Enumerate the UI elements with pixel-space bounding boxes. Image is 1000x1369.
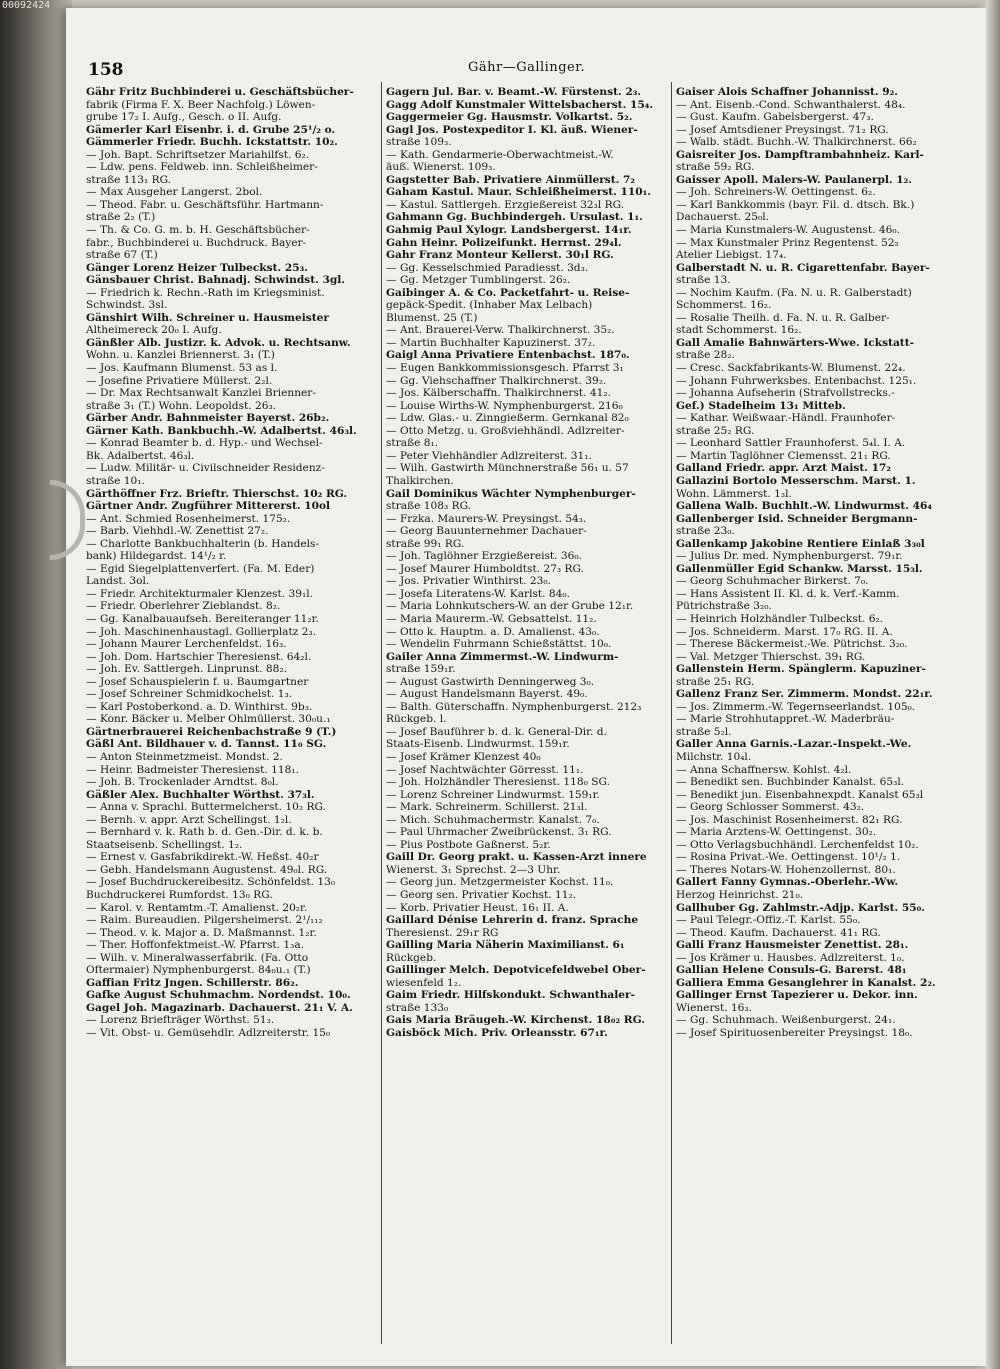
directory-entry-line: — Bernhard v. k. Rath b. d. Gen.-Dir. d. k. b. — [86, 826, 323, 839]
directory-entry-line: — Konr. Bäcker u. Melber Ohlmüllerst. 30₀u.₁ — [86, 713, 331, 726]
directory-entry-line: Galler Anna Garnis.-Lazar.-Inspekt.-We. — [676, 738, 912, 751]
directory-entry-line: Bk. Adalbertst. 46₃l. — [86, 449, 195, 462]
directory-entry-line: Gaibinger A. & Co. Packetfahrt- u. Reise- — [386, 286, 630, 299]
column-left — [86, 86, 376, 1348]
directory-entry-line: Gäßler Alex. Buchhalter Wörthst. 37₃l. — [86, 788, 315, 801]
directory-entry-line: straße 28₂. — [676, 349, 735, 362]
directory-entry-line: — Joh. Dom. Hartschier Theresienst. 64₂l. — [86, 650, 312, 663]
directory-entry-line: — Georg Schlosser Sommerst. 43₂. — [676, 801, 865, 814]
directory-entry-line: — August Gastwirth Denningerweg 3₀. — [386, 675, 595, 688]
directory-entry-line: — Maria Maurerm.-W. Gebsattelst. 11₂. — [386, 612, 597, 625]
directory-entry-line: — Joh. Holzhändler Theresienst. 118₀ SG. — [386, 776, 610, 789]
directory-entry-line: stadt Schommerst. 16₂. — [676, 324, 802, 337]
directory-entry-line: Galli Franz Hausmeister Zenettist. 28₁. — [676, 939, 909, 952]
directory-entry-line: Gärtnerbrauerei Reichenbachstraße 9 (T.) — [86, 725, 337, 738]
directory-entry-line: — Johanna Aufseherin (Strafvollstrecks.- — [676, 387, 895, 400]
directory-entry-line: — Georg sen. Privatier Kochst. 11₂. — [386, 889, 577, 901]
directory-entry-line: äuß. Wienerst. 109₃. — [386, 161, 496, 174]
directory-entry-line: — Charlotte Bankbuchhalterin (b. Handels- — [86, 537, 320, 550]
directory-entry-line: straße 67 (T.) — [86, 249, 158, 262]
directory-entry-line: Gailer Anna Zimmermst.-W. Lindwurm- — [386, 650, 619, 663]
directory-entry-line: Gais Maria Bräugeh.-W. Kirchenst. 18₀₂ RG. — [386, 1014, 645, 1027]
column-rule — [381, 82, 382, 1344]
directory-entry-line: — Marie Strohhutappret.-W. Maderbräu- — [676, 713, 895, 726]
directory-entry-line: — Jos. Maschinist Rosenheimerst. 82₁ RG. — [676, 813, 903, 826]
directory-entry-line: — Maria Arztens-W. Oettingenst. 30₂. — [676, 826, 877, 839]
directory-entry-line: — Karl Postoberkond. a. D. Winthirst. 9b₃. — [86, 700, 313, 713]
directory-entry-line: — Mark. Schreinerm. Schillerst. 21₃l. — [386, 801, 588, 814]
directory-entry-line: Gänshirt Wilh. Schreiner u. Hausmeister — [86, 311, 329, 324]
directory-entry-line: Gallenkamp Jakobine Rentiere Einlaß 3₃₀l — [676, 537, 925, 550]
directory-entry-line: straße 133₀ — [386, 1001, 449, 1014]
directory-entry-line: — Barb. Viehhdl.-W. Zenettist 27₂. — [86, 525, 269, 538]
directory-entry-line: — Therese Bäckermeist.-We. Pütrichst. 3₂₀. — [676, 638, 908, 651]
directory-entry-line: — Maria Kunstmalers-W. Augustenst. 46₀. — [676, 224, 900, 237]
directory-entry-line: Gallazini Bortolo Messerschm. Marst. 1. — [676, 474, 916, 487]
directory-entry-line: Rückgeb. — [386, 951, 437, 964]
directory-entry-line: — Kath. Gendarmerie-Oberwachtmeist.-W. — [386, 148, 614, 161]
directory-entry-line: — Anna Schaffnersw. Kohlst. 4₂l. — [676, 763, 852, 776]
directory-entry-line: Gailling Maria Näherin Maximilianst. 6₁ — [386, 939, 625, 952]
directory-entry-line: — Bernh. v. appr. Arzt Schellingst. 1₂l. — [86, 813, 292, 826]
directory-entry-line: straße 159₁r. — [386, 663, 456, 676]
directory-entry-line: Gaill Dr. Georg prakt. u. Kassen-Arzt innere — [386, 851, 647, 864]
directory-entry-line: Gallian Helene Consuls-G. Barerst. 48₁ — [676, 964, 907, 977]
directory-entry-line: Gäßl Ant. Bildhauer v. d. Tannst. 11₀ SG. — [86, 738, 327, 751]
directory-entry-line: — Lorenz Briefträger Wörthst. 51₃. — [86, 1014, 275, 1027]
directory-entry-line: — Gg. Kesselschmied Paradiesst. 3d₃. — [386, 261, 589, 274]
directory-entry-line: — Leonhard Sattler Fraunhoferst. 5₄l. I. A. — [676, 437, 906, 450]
directory-entry-line: — Eugen Bankkommissionsgesch. Pfarrst 3₁ — [386, 362, 624, 375]
book-binding — [0, 0, 72, 1369]
directory-entry-line: — Paul Uhrmacher Zweibrückenst. 3₁ RG. — [386, 826, 612, 839]
directory-entry-line: — Friedr. Architekturmaler Klenzest. 39₁l. — [86, 587, 314, 600]
directory-entry-line: grube 17₂ I. Aufg., Gesch. o II. Aufg. — [86, 111, 282, 124]
directory-entry-line: — Karol. v. Rentamtm.-T. Amalienst. 20₂r. — [86, 901, 308, 914]
directory-entry-line: Gagstetter Bab. Privatiere Ainmüllerst. 7₂ — [386, 173, 636, 186]
directory-entry-line: Gaim Friedr. Hilfskondukt. Schwanthaler- — [386, 989, 636, 1002]
directory-entry-line: straße 3₁ (T.) Wohn. Leopoldst. 26₃. — [86, 399, 277, 412]
directory-entry-line: Wienerst. 3₁ Sprechst. 2—3 Uhr. — [386, 863, 561, 876]
directory-entry-line: — Joh. Taglöhner Erzgießereist. 36₀. — [386, 550, 583, 563]
column-rule — [671, 82, 672, 1344]
directory-entry-line: Wohn. Lämmerst. 1₃l. — [676, 487, 792, 500]
directory-entry-line: Gallinger Ernst Tapezierer u. Dekor. inn. — [676, 989, 918, 1002]
directory-entry-line: — Otto k. Hauptm. a. D. Amalienst. 43₀. — [386, 625, 600, 638]
directory-entry-line: — Joh. Maschinenhaustagl. Gollierplatz 2₃. — [86, 625, 317, 638]
directory-entry-line: Gänsbauer Christ. Bahnadj. Schwindst. 3gl. — [86, 274, 346, 287]
directory-entry-line: Gaillard Dénise Lehrerin d. franz. Sprache — [386, 914, 639, 927]
directory-entry-line: — Wendelin Fuhrmann Schießstättst. 10₀. — [386, 638, 612, 651]
directory-entry-line: Gähr Fritz Buchbinderei u. Geschäftsbücher- — [86, 86, 354, 98]
directory-entry-line: Gallena Walb. Buchhlt.-W. Lindwurmst. 46₄ — [676, 500, 932, 513]
directory-entry-line: — Ernest v. Gasfabrikdirekt.-W. Heßst. 40₂r — [86, 851, 319, 864]
directory-entry-line: Buchdruckerei Rumfordst. 13₀ RG. — [86, 889, 273, 901]
directory-entry-line: Gagg Adolf Kunstmaler Wittelsbacherst. 15₄. — [386, 98, 654, 111]
directory-entry-line: Staatseisenb. Schellingst. 1₂. — [86, 838, 243, 851]
directory-entry-line: — Heinr. Badmeister Theresienst. 118₁. — [86, 763, 299, 776]
directory-entry-line: Gallhuber Gg. Zahlmstr.-Adjp. Karlst. 55₀. — [676, 901, 925, 914]
directory-entry-line: — Anna v. Sprachl. Buttermelcherst. 10₂ RG. — [86, 801, 326, 814]
directory-entry-line: Herzog Heinrichst. 21₀. — [676, 889, 804, 901]
directory-entry-line: — Josef Bauführer b. d. k. General-Dir. d. — [386, 725, 607, 738]
directory-entry-line: — Maria Lohnkutschers-W. an der Grube 12₁r. — [386, 600, 634, 613]
directory-entry-line: — Theod. v. k. Major a. D. Maßmannst. 1₂r. — [86, 926, 317, 939]
directory-entry-line: — Josef Buchdruckereibesitz. Schönfeldst. 13₀ — [86, 876, 336, 889]
directory-entry-line: — Louise Wirths-W. Nymphenburgerst. 216₀ — [386, 399, 623, 412]
directory-entry-line: straße 5₂l. — [676, 725, 732, 738]
directory-entry-line: Galliera Emma Gesanglehrer in Kanalst. 2₂. — [676, 976, 936, 989]
directory-entry-line: — Peter Viehhändler Adlzreiterst. 31₁. — [386, 449, 592, 462]
directory-entry-line: Wohn. u. Kanzlei Briennerst. 3₁ (T.) — [86, 349, 275, 362]
directory-entry-line: — Nochim Kaufm. (Fa. N. u. R. Galberstadt) — [676, 286, 912, 299]
directory-entry-line: Gärber Andr. Bahnmeister Bayerst. 26b₂. — [86, 412, 330, 425]
directory-entry-line: — Jos. Zimmerm.-W. Tegernseerlandst. 105₀. — [676, 700, 916, 713]
directory-entry-line: — Ther. Hoffonfektmeist.-W. Pfarrst. 1₃a. — [86, 939, 305, 952]
directory-entry-line: — Ant. Schmied Rosenheimerst. 175₂. — [86, 512, 291, 525]
directory-entry-line: Blumenst. 25 (T.) — [386, 311, 478, 324]
directory-entry-line: Landst. 3ol. — [86, 575, 150, 588]
directory-entry-line: — Theod. Fabr. u. Geschäftsführ. Hartmann- — [86, 198, 324, 211]
directory-entry-line: — Georg Schuhmacher Birkerst. 7₀. — [676, 575, 869, 588]
directory-entry-line: — Kathar. Weißwaar.-Händl. Fraunhofer- — [676, 412, 896, 425]
directory-entry-line: straße 59₂ RG. — [676, 161, 755, 174]
directory-entry-line: fabrik (Firma F. X. Beer Nachfolg.) Löwen- — [86, 98, 316, 111]
directory-entry-line: Gaiser Alois Schaffner Johannisst. 9₂. — [676, 86, 898, 98]
directory-entry-line: — Vit. Obst- u. Gemüsehdlr. Adlzreiterstr. 15₀ — [86, 1027, 331, 1040]
directory-entry-line: Schommerst. 16₂. — [676, 299, 772, 312]
directory-entry-line: — Paul Telegr.-Offiz.-T. Karlst. 55₀. — [676, 914, 861, 927]
directory-entry-line: gepäck-Spedit. (Inhaber Max Lelbach) — [386, 299, 593, 312]
directory-entry-line: — Ant. Brauerei-Verw. Thalkirchnerst. 35₂. — [386, 324, 615, 337]
column-right — [676, 86, 964, 1348]
directory-entry-line: — Georg jun. Metzgermeister Kochst. 11₀. — [386, 876, 614, 889]
directory-entry-line: Gagel Joh. Magazinarb. Dachauerst. 21₁ V. A. — [86, 1001, 353, 1014]
directory-entry-line: — Max Ausgeher Langerst. 2bol. — [86, 186, 263, 199]
scan-id: 00092424 — [2, 0, 51, 11]
directory-entry-line: straße 10₁. — [86, 474, 145, 487]
directory-entry-line: — Josef Schauspielerin f. u. Baumgartner — [86, 675, 309, 688]
directory-entry-line: Gafke August Schuhmachm. Nordendst. 10₀. — [86, 989, 351, 1002]
directory-entry-line: — Friedr. Oberlehrer Zieblandst. 8₂. — [86, 600, 281, 613]
directory-entry-line: — Otto Verlagsbuchhändl. Lerchenfeldst 10₂. — [676, 838, 919, 851]
directory-entry-line: — Jos. Privatier Winthirst. 23₀. — [386, 575, 551, 588]
directory-entry-line: Gall Amalie Bahnwärters-Wwe. Ickstatt- — [676, 336, 914, 349]
directory-entry-line: — Frzka. Maurers-W. Preysingst. 54₃. — [386, 512, 587, 525]
page-number: 158 — [88, 60, 124, 80]
directory-entry-line: straße 108₃ RG. — [386, 500, 472, 513]
directory-entry-line: Gaisser Apoll. Malers-W. Paulanerpl. 1₂. — [676, 173, 912, 186]
directory-entry-line: Gaham Kastul. Maur. Schleißheimerst. 110₁. — [386, 186, 651, 199]
directory-entry-line: Gef.) Stadelheim 13₁ Mitteb. — [676, 399, 846, 412]
directory-entry-line: Staats-Eisenb. Lindwurmst. 159₁r. — [386, 738, 570, 751]
directory-entry-line: — Jos. Schneiderm. Marst. 17₀ RG. II. A. — [676, 625, 893, 638]
directory-entry-line: — Lorenz Schreiner Lindwurmst. 159₁r. — [386, 788, 600, 801]
directory-entry-line: — Gust. Kaufm. Gabelsbergerst. 47₃. — [676, 111, 874, 124]
running-head: Gähr—Gallinger. — [468, 60, 586, 75]
directory-entry-line: — Rosalie Theilh. d. Fa. N. u. R. Galber- — [676, 311, 890, 324]
directory-entry-line: Gagl Jos. Postexpeditor I. Kl. äuß. Wiener- — [386, 123, 638, 136]
directory-entry-line: straße 2₂ (T.) — [86, 211, 156, 224]
directory-entry-line: — Gg. Viehschaffner Thalkirchnerst. 39₂. — [386, 374, 607, 387]
directory-entry-line: straße 13. — [676, 274, 731, 287]
directory-entry-line: Galland Friedr. appr. Arzt Maist. 17₂ — [676, 462, 891, 475]
directory-entry-line: — Benedikt jun. Eisenbahnexpdt. Kanalst 65₃l — [676, 788, 924, 801]
directory-entry-line: — Joh. Schreiners-W. Oettingenst. 6₂. — [676, 186, 876, 199]
directory-entry-line: — Heinrich Holzhändler Tulbeckst. 6₂. — [676, 612, 884, 625]
directory-entry-line: — Th. & Co. G. m. b. H. Geschäftsbücher- — [86, 224, 310, 237]
directory-entry-line: — Ludw. Militär- u. Civilschneider Residenz- — [86, 462, 325, 475]
directory-entry-line: Gämmerler Friedr. Buchh. Ickstattstr. 10₂. — [86, 136, 338, 149]
directory-entry-line: Gahr Franz Monteur Kellerst. 30₁l RG. — [386, 249, 614, 262]
directory-entry-line: — Dr. Max Rechtsanwalt Kanzlei Brienner- — [86, 387, 316, 400]
directory-entry-line: — Jos. Kaufmann Blumenst. 53 as l. — [86, 362, 278, 375]
directory-entry-line: Gahmann Gg. Buchbindergeh. Ursulast. 1₁. — [386, 211, 643, 224]
directory-entry-line: Gänßler Alb. Justizr. k. Advok. u. Rechtsanw. — [86, 336, 351, 349]
directory-entry-line: Gärtner Andr. Zugführer Mittererst. 10ol — [86, 500, 331, 513]
directory-entry-line: — Josefine Privatiere Müllerst. 2₂l. — [86, 374, 273, 387]
directory-entry-line: Oftermaier) Nymphenburgerst. 84₀u.₁ (T.) — [86, 964, 311, 977]
directory-entry-line: — Josef Schreiner Schmidkochelst. 1₃. — [86, 688, 293, 701]
directory-entry-line: Gänger Lorenz Heizer Tulbeckst. 25₃. — [86, 261, 308, 274]
directory-entry-line: — Ant. Eisenb.-Cond. Schwanthalerst. 48₄. — [676, 98, 906, 111]
directory-entry-line: — Josef Spirituosenbereiter Preysingst. 18₀. — [676, 1027, 913, 1040]
directory-entry-line: Galberstadt N. u. R. Cigarettenfabr. Bayer- — [676, 261, 930, 274]
directory-entry-line: Thalkirchen. — [386, 474, 454, 487]
directory-entry-line: — Walb. städt. Buchh.-W. Thalkirchnerst. 66₂ — [676, 136, 917, 149]
directory-entry-line: Gallenberger Isid. Schneider Bergmann- — [676, 512, 918, 525]
directory-entry-line: — Benedikt sen. Buchbinder Kanalst. 65₃l. — [676, 776, 905, 789]
directory-entry-line: Gallert Fanny Gymnas.-Oberlehr.-Ww. — [676, 876, 899, 889]
directory-entry-line: Gallenz Franz Ser. Zimmerm. Mondst. 22₁r. — [676, 688, 933, 701]
directory-entry-line: — Otto Metzg. u. Großviehhändl. Adlzreiter- — [386, 424, 625, 437]
directory-entry-line: — Karl Bankkommis (bayr. Fil. d. dtsch. Bk.) — [676, 198, 915, 211]
directory-entry-line: Gallenstein Herm. Spänglerm. Kapuziner- — [676, 663, 926, 676]
directory-entry-line: Gärner Kath. Bankbuchh.-W. Adalbertst. 46₃l. — [86, 424, 357, 437]
directory-entry-line: — Josef Maurer Humboldtst. 27₃ RG. — [386, 562, 584, 575]
directory-entry-line: — Johann Maurer Lerchenfeldst. 16₃. — [86, 638, 287, 651]
directory-entry-line: Schwindst. 3sl. — [86, 299, 168, 312]
directory-entry-line: — Johann Fuhrwerksbes. Entenbachst. 125₁. — [676, 374, 917, 387]
directory-entry-line: bank) Hildegardst. 14¹/₂ r. — [86, 550, 227, 563]
directory-entry-line: — Ldw. Glas.- u. Zinngießerm. Gernkanal 82₀ — [386, 412, 629, 425]
directory-entry-line: — Wilh. Gastwirth Münchnerstraße 56₁ u. 57 — [386, 462, 629, 475]
directory-entry-line: Pütrichstraße 3₂₀. — [676, 600, 772, 613]
directory-entry-line: — Ldw. pens. Feldweb. inn. Schleißheimer- — [86, 161, 318, 174]
directory-entry-line: Gagern Jul. Bar. v. Beamt.-W. Fürstenst. 2₃. — [386, 86, 642, 98]
directory-entry-line: Gaggermeier Gg. Hausmstr. Volkartst. 5₂. — [386, 111, 633, 124]
directory-entry-line: — Val. Metzger Thierschst. 39₁ RG. — [676, 650, 866, 663]
directory-entry-line: — Theres Notars-W. Hohenzollernst. 80₁. — [676, 863, 896, 876]
directory-entry-line: — Rosina Privat.-We. Oettingenst. 10¹/₂ 1. — [676, 851, 901, 864]
directory-entry-line: — Gg. Kanalbauaufseh. Bereiteranger 11₂r. — [86, 612, 319, 625]
directory-entry-line: — Georg Bauunternehmer Dachauer- — [386, 525, 587, 538]
directory-entry-line: — Cresc. Sackfabrikants-W. Blumenst. 22₄. — [676, 362, 906, 375]
directory-entry-line: — Hans Assistent II. Kl. d. k. Verf.-Kamm. — [676, 587, 900, 600]
directory-entry-line: wiesenfeld 1₂. — [386, 976, 462, 989]
directory-entry-line: — Kastul. Sattlergeh. Erzgießereist 32₃l RG. — [386, 198, 625, 211]
directory-entry-line: Dachauerst. 25₀l. — [676, 211, 769, 224]
directory-entry-line: Rückgeb. l. — [386, 713, 447, 726]
directory-entry-line: fabr., Buchbinderei u. Buchdruck. Bayer- — [86, 236, 307, 249]
directory-entry-line: — Josef Krämer Klenzest 40₀ — [386, 750, 541, 763]
directory-entry-line: — Joh. Bapt. Schriftsetzer Mariahilfst. 6₂. — [86, 148, 310, 161]
directory-entry-line: — Theod. Kaufm. Dachauerst. 41₁ RG. — [676, 926, 881, 939]
directory-entry-line: straße 25₁ RG. — [676, 675, 755, 688]
directory-entry-line: Gail Dominikus Wächter Nymphenburger- — [386, 487, 636, 500]
directory-entry-line: Gämerler Karl Eisenbr. i. d. Grube 25¹/₂ o. — [86, 123, 336, 136]
directory-entry-line: straße 8₁. — [386, 437, 439, 450]
directory-entry-line: Gaigl Anna Privatiere Entenbachst. 187₀. — [386, 349, 630, 362]
directory-entry-line: Altheimereck 20₀ I. Aufg. — [86, 324, 222, 337]
directory-entry-line: Gaffian Fritz Jngen. Schillerstr. 86₂. — [86, 976, 299, 989]
directory-entry-line: — Josef Amtsdiener Preysingst. 71₂ RG. — [676, 123, 889, 136]
directory-entry-line: Gaisreiter Jos. Dampftrambahnheiz. Karl- — [676, 148, 924, 161]
page-edge — [986, 0, 1000, 1369]
directory-entry-line: — Mich. Schuhmachermstr. Kanalst. 7₀. — [386, 813, 600, 826]
directory-entry-line: — Gebh. Handelsmann Augustenst. 49₀l. RG. — [86, 863, 328, 876]
directory-entry-line: — Anton Steinmetzmeist. Mondst. 2. — [86, 750, 283, 763]
directory-entry-line: — Gg. Schuhmach. Weißenburgerst. 24₁. — [676, 1014, 896, 1027]
directory-entry-line: Gallenmüller Egid Schankw. Marsst. 15₃l. — [676, 562, 923, 575]
directory-entry-line: straße 109₃. — [386, 136, 452, 149]
directory-entry-line: straße 99₁ RG. — [386, 537, 465, 550]
directory-entry-line: Wienerst. 16₃. — [676, 1001, 753, 1014]
directory-entry-line: — August Handelsmann Bayerst. 49₀. — [386, 688, 588, 701]
directory-entry-line: — Raim. Bureaudien. Pilgersheimerst. 2¹/₁₁₂ — [86, 914, 323, 927]
directory-entry-line: — Max Kunstmaler Prinz Regentenst. 52₂ — [676, 236, 899, 249]
directory-entry-line: Gaisböck Mich. Priv. Orleansstr. 67₁r. — [386, 1027, 608, 1040]
directory-entry-line: — Gg. Metzger Tumblingerst. 26₂. — [386, 274, 571, 287]
directory-entry-line: Gaillinger Melch. Depotvicefeldwebel Ober- — [386, 964, 646, 977]
directory-entry-line: Gahmig Paul Xylogr. Landsbergerst. 14₁r. — [386, 224, 632, 237]
directory-entry-line: Milchstr. 10₄l. — [676, 750, 752, 763]
directory-entry-line: — Joh. B. Trockenlader Arndtst. 8₀l. — [86, 776, 279, 789]
directory-entry-line: — Josefa Literatens-W. Karlst. 84₀. — [386, 587, 570, 600]
directory-entry-line: Theresienst. 29₁r RG — [386, 926, 499, 939]
directory-entry-line: Atelier Liebigst. 17₄. — [676, 249, 787, 262]
directory-entry-line: straße 25₂ RG. — [676, 424, 755, 437]
directory-entry-line: — Martin Taglöhner Clemensst. 21₁ RG. — [676, 449, 891, 462]
directory-entry-line: — Julius Dr. med. Nymphenburgerst. 79₁r. — [676, 550, 903, 563]
directory-entry-line: — Pius Postbote Gaßnerst. 5₂r. — [386, 838, 551, 851]
column-middle — [386, 86, 668, 1348]
directory-entry-line: — Wilh. v. Mineralwasserfabrik. (Fa. Otto — [86, 951, 309, 964]
directory-entry-line: — Jos Krämer u. Hausbes. Adlzreiterst. 1₀. — [676, 951, 905, 964]
directory-entry-line: — Balth. Güterschaffn. Nymphenburgerst. 212₃ — [386, 700, 642, 713]
directory-entry-line: straße 113₁ RG. — [86, 173, 172, 186]
directory-entry-line: — Josef Nachtwächter Görresst. 11₁. — [386, 763, 584, 776]
directory-entry-line: Gahn Heinr. Polizeifunkt. Herrnst. 29₄l. — [386, 236, 622, 249]
directory-entry-line: — Joh. Ev. Sattlergeh. Linprunst. 88₂. — [86, 663, 288, 676]
directory-entry-line: — Konrad Beamter b. d. Hyp.- und Wechsel- — [86, 437, 323, 450]
directory-entry-line: — Friedrich k. Rechn.-Rath im Kriegsminist. — [86, 286, 325, 299]
directory-entry-line: — Martin Buchhalter Kapuzinerst. 37₂. — [386, 336, 596, 349]
directory-entry-line: — Korb. Privatier Heust. 16₁ II. A. — [386, 901, 569, 914]
directory-entry-line: straße 23₀. — [676, 525, 735, 538]
directory-entry-line: — Egid Siegelplattenverfert. (Fa. M. Eder) — [86, 562, 315, 575]
directory-entry-line: Gärthöffner Frz. Brieftr. Thierschst. 10₂ RG. — [86, 487, 348, 500]
directory-entry-line: — Jos. Kälberschaffn. Thalkirchnerst. 41₂. — [386, 387, 611, 400]
